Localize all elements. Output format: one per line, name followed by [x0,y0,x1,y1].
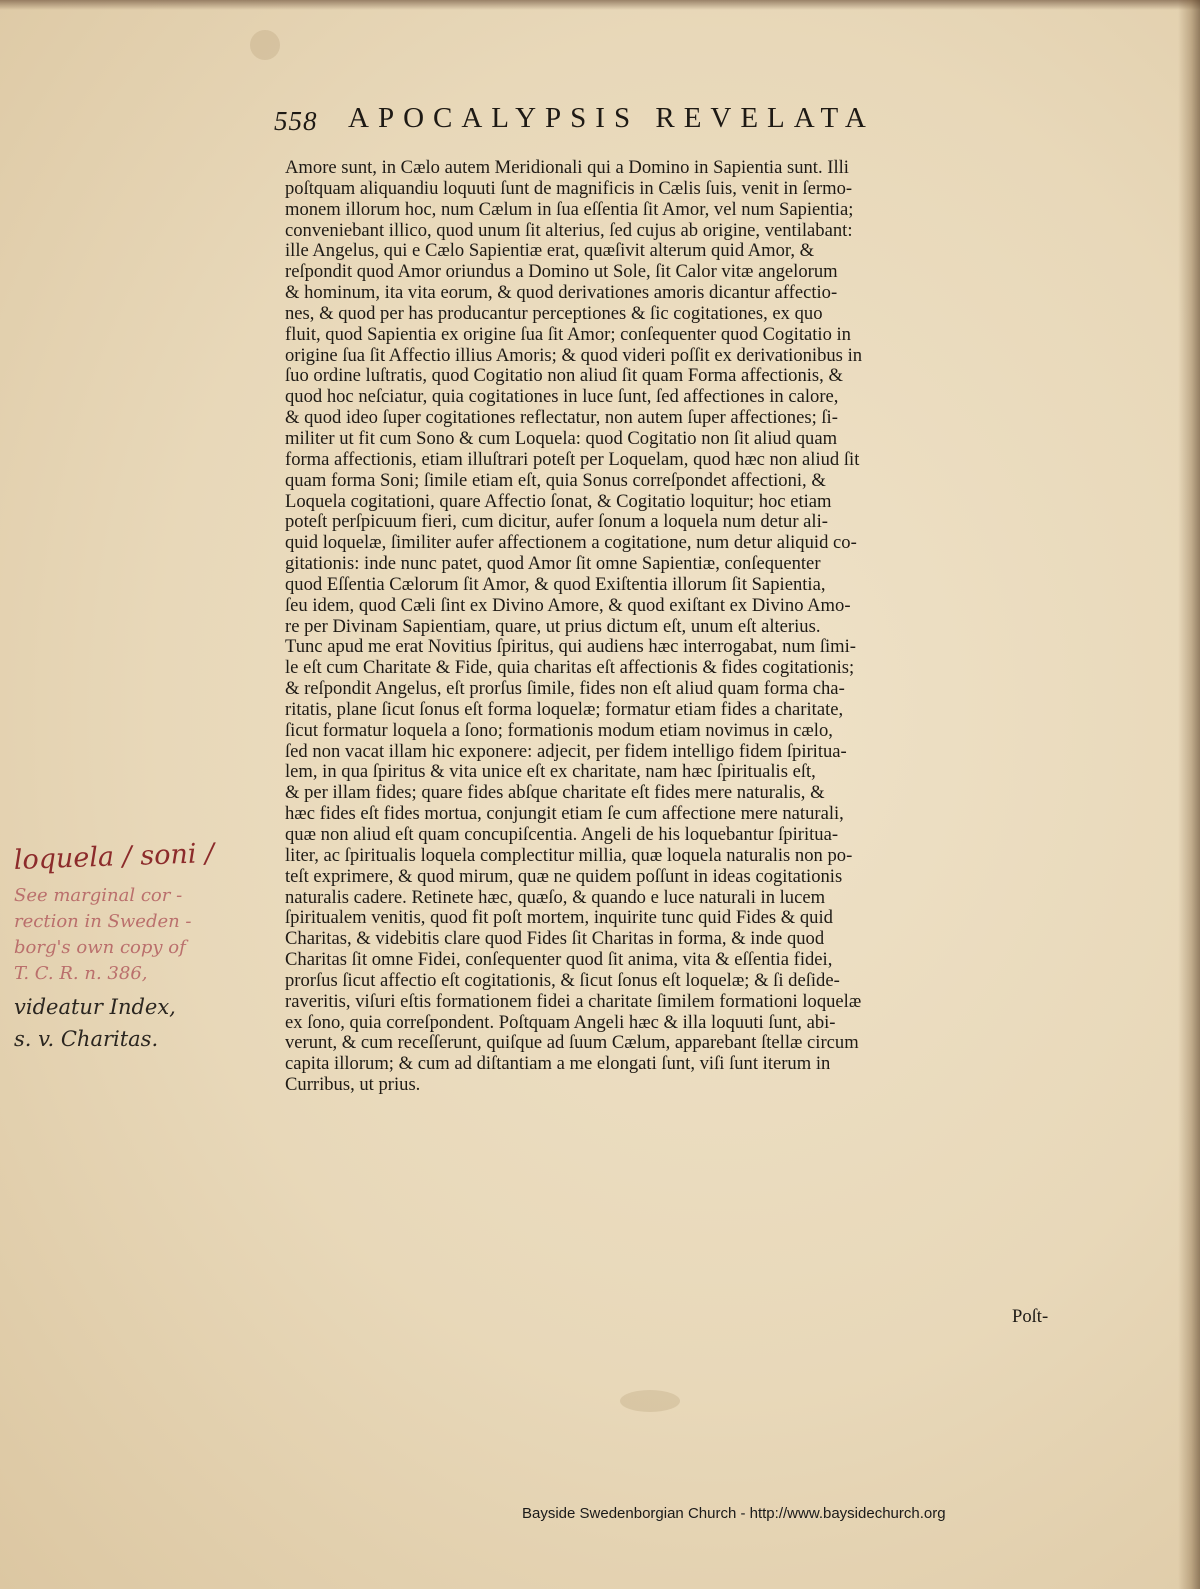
body-line: fluit, quod Sapientia ex origine ſua ſit Amor; conſequenter quod Cogitatio in [285,324,851,345]
body-line: Charitas, & videbitis clare quod Fides ſit Charitas in forma, & inde quod [285,929,825,950]
body-line: poteſt perſpicuum fieri, cum dicitur, aufer ſonum a loquela num detur ali- [285,512,828,533]
body-line: ſuo ordine luſtratis, quod Cogitatio non aliud ſit quam Forma affectionis, & [285,366,843,387]
body-line: & hominum, ita vita eorum, & quod derivationes amoris dicantur affectio- [285,283,838,304]
page-top-shadow [0,0,1200,10]
body-line: ille Angelus, qui e Cælo Sapientiæ erat, quæſivit alterum quid Amor, & [285,241,815,262]
body-line: nes, & quod per has producantur perceptiones & ſic cogitationes, ex quo [285,303,823,324]
catchword: Poſt- [1012,1306,1049,1327]
body-line: ritatis, plane ſicut ſonus eſt forma loquelæ; formatur etiam fides a charitate, [285,699,844,720]
margin-note-red-heading: loquela / soni / [13,838,215,876]
body-line: & reſpondit Angelus, eſt prorſus ſimile, fides non eſt aliud quam forma cha- [285,679,845,700]
body-line: reſpondit quod Amor oriundus a Domino ut Sole, ſit Calor vitæ angelorum [285,262,838,283]
footer-credit: Bayside Swedenborgian Church - http://www.baysidechurch.org [522,1505,946,1522]
body-line: quod Eſſentia Cælorum ſit Amor, & quod Exiſtentia illorum ſit Sapientia, [285,574,826,595]
body-text [285,158,1075,1096]
body-line: ex ſono, quia correſpondent. Poſtquam Angeli hæc & illa loquuti ſunt, abi- [285,1012,836,1033]
body-line: militer ut fit cum Sono & cum Loquela: quod Cogitatio non ſit aliud quam [285,428,838,449]
body-line: liter, ac ſpiritualis loquela complectitur millia, quæ loquela naturalis non po- [285,845,853,866]
body-line: ſed non vacat illam hic exponere: adjecit, per fidem intelligo fidem ſpiritua- [285,741,847,762]
page-gutter-shadow [1178,0,1200,1589]
page-number: 558 [274,106,318,136]
margin-note-red-line: rection in Sweden - [14,911,192,932]
body-line: re per Divinam Sapientiam, quare, ut prius dictum eſt, unum eſt alterius. [285,616,821,637]
body-line: conveniebant illico, quod unum ſit alterius, ſed cujus ab origine, ventilabant: [285,220,853,241]
body-line: le eſt cum Charitate & Fide, quia charitas eſt affectionis & fides cogitationis; [285,658,855,679]
margin-note-black-line: videatur Index, [14,995,176,1019]
body-line: Amore sunt, in Cælo autem Meridionali qui a Domino in Sapientia sunt. Illi [285,158,849,178]
body-line: Curribus, ut prius. [285,1075,421,1096]
body-line: quæ non aliud eſt quam concupiſcentia. Angeli de his loquebantur ſpiritua- [285,825,839,845]
body-line: ſeu idem, quod Cæli ſint ex Divino Amore, & quod exiſtant ex Divino Amo- [285,595,851,616]
margin-note-red-line: T. C. R. n. 386, [14,963,148,984]
body-line: forma affectionis, etiam illuſtrari poteſt per Loquelam, quod hæc non aliud ſit [285,449,860,470]
paper-stain [250,30,280,60]
margin-note-red-line: borg's own copy of [14,937,186,958]
body-line: poſtquam aliquandiu loquuti ſunt de magnificis in Cælis ſuis, venit in ſermo- [285,178,853,199]
margin-note-black-line: s. v. Charitas. [14,1027,159,1051]
body-line: origine ſua ſit Affectio illius Amoris; & quod videri poſſit ex derivationibus in [285,345,863,366]
body-line: ſpiritualem venitis, quod fit poſt mortem, inquirite tunc quid Fides & quid [285,908,833,929]
body-line: naturalis cadere. Retinete hæc, quæſo, & quando e luce naturali in lucem [285,887,826,908]
body-line: quod hoc neſciatur, quia cogitationes in luce ſunt, ſed affectiones in calore, [285,387,839,408]
body-line: raveritis, viſuri eſtis formationem fidei a charitate ſimilem formationi loquelæ [285,991,862,1012]
handwritten-margin-note [13,838,274,1059]
body-line: ſicut formatur loquela a ſono; formationis modum etiam novimus in cælo, [285,720,833,741]
body-line: quid loquelæ, ſimiliter aufer affectionem a cogitatione, num detur aliquid co- [285,533,857,554]
body-line: quam forma Soni; ſimile etiam eſt, quia Sonus correſpondet affectioni, & [285,470,826,491]
body-line: hæc fides eſt fides mortua, conjungit etiam ſe cum affectione mere naturali, [285,804,844,825]
body-line: monem illorum hoc, num Cælum in ſua eſſentia ſit Amor, vel num Sapientia; [285,199,854,220]
paper-stain [620,1390,680,1412]
body-line: & quod ideo ſuper cogitationes reflectatur, non autem ſuper affectiones; ſi- [285,408,838,429]
body-line: & per illam fides; quare fides abſque charitate eſt fides mere naturalis, & [285,783,825,804]
body-line: gitationis: inde nunc patet, quod Amor ſit omne Sapientiæ, conſequenter [285,554,821,575]
body-line: Charitas ſit omne Fidei, conſequenter quod ſit anima, vita & eſſentia fidei, [285,950,833,971]
body-line: lem, in qua ſpiritus & vita unice eſt ex charitate, nam hæc ſpiritualis eſt, [285,762,816,783]
body-line: capita illorum; & cum ad diſtantiam a me elongati ſunt, viſi ſunt iterum in [285,1054,831,1075]
body-line: prorſus ſicut affectio eſt cogitationis, & ſicut ſonus eſt loquelæ; & ſi deſide- [285,970,840,991]
margin-note-red-line: See marginal cor - [14,885,183,906]
body-line: teſt exprimere, & quod mirum, quæ ne quidem poſſunt in ideas cogitationis [285,866,843,887]
page-header [270,100,1050,142]
body-line: Tunc apud me erat Novitius ſpiritus, qui audiens hæc interrogabat, num ſimi- [285,637,856,658]
body-line: verunt, & cum receſſerunt, quiſque ad ſuum Cælum, apparebant ſtellæ circum [285,1033,859,1054]
body-line: Loquela cogitationi, quare Affectio ſonat, & Cogitatio loquitur; hoc etiam [285,491,832,512]
running-title: APOCALYPSIS REVELATA [348,102,875,134]
